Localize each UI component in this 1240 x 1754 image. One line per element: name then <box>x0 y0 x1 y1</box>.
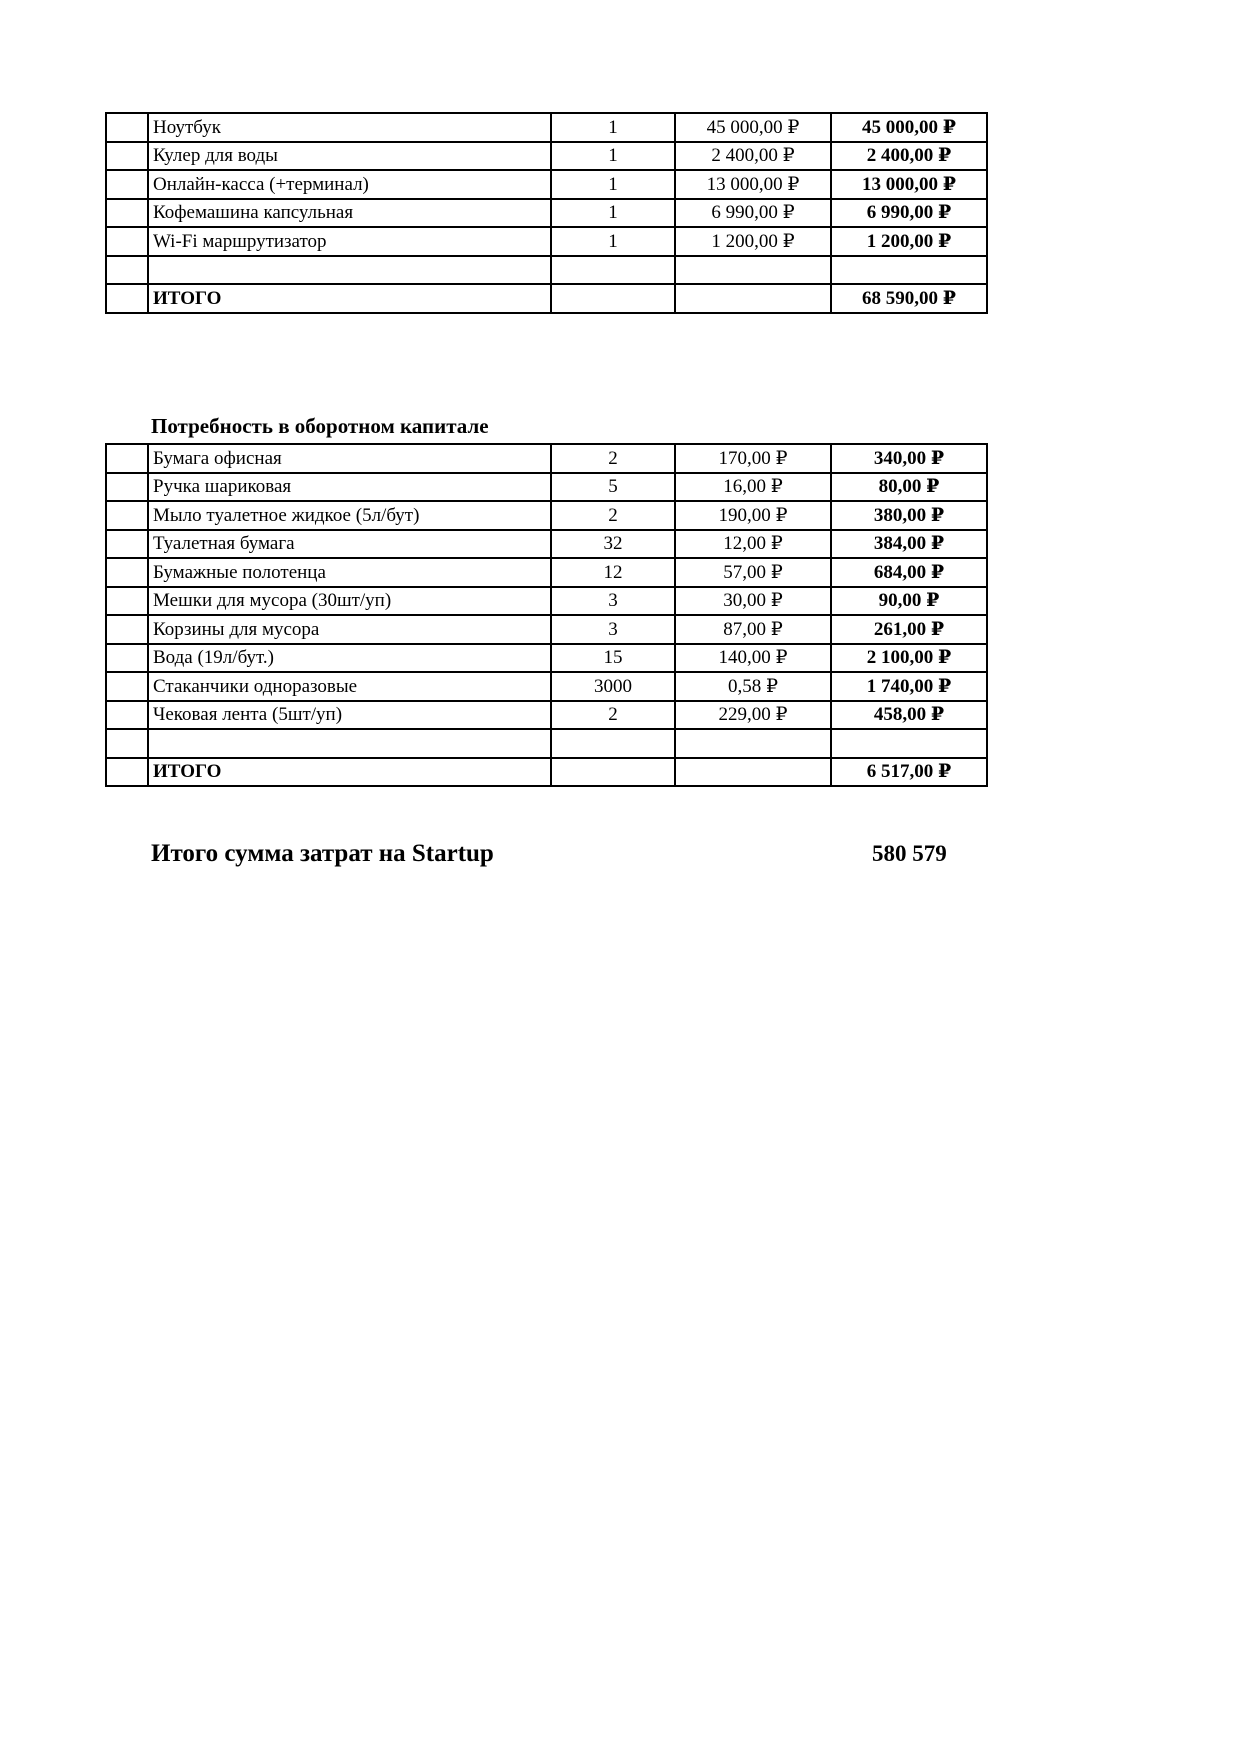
item-qty: 2 <box>551 501 675 530</box>
row-index-cell <box>106 530 148 559</box>
item-total: 80,00 ₽ <box>831 473 987 502</box>
item-name: Чековая лента (5шт/уп) <box>148 701 551 730</box>
table-row <box>106 501 987 530</box>
row-index-cell <box>106 587 148 616</box>
item-price: 13 000,00 ₽ <box>675 170 831 199</box>
item-qty: 2 <box>551 444 675 473</box>
row-index-cell <box>106 142 148 171</box>
item-total: 1 740,00 ₽ <box>831 672 987 701</box>
working-capital-table <box>105 443 988 787</box>
item-name: Корзины для мусора <box>148 615 551 644</box>
item-price: 170,00 ₽ <box>675 444 831 473</box>
total-value: 6 517,00 ₽ <box>831 758 987 787</box>
row-index-cell <box>106 758 148 787</box>
grand-total-label: Итого сумма затрат на Startup <box>151 840 494 867</box>
item-total: 1 200,00 ₽ <box>831 227 987 256</box>
item-price: 16,00 ₽ <box>675 473 831 502</box>
item-name: Wi-Fi маршрутизатор <box>148 227 551 256</box>
item-name: Ручка шариковая <box>148 473 551 502</box>
item-name: Мыло туалетное жидкое (5л/бут) <box>148 501 551 530</box>
total-label: ИТОГО <box>148 284 551 313</box>
row-index-cell <box>106 672 148 701</box>
item-total: 45 000,00 ₽ <box>831 113 987 142</box>
item-qty: 1 <box>551 142 675 171</box>
item-qty: 32 <box>551 530 675 559</box>
item-total: 90,00 ₽ <box>831 587 987 616</box>
item-total: 6 990,00 ₽ <box>831 199 987 228</box>
row-index-cell <box>106 501 148 530</box>
item-qty: 3000 <box>551 672 675 701</box>
item-name: Кулер для воды <box>148 142 551 171</box>
item-price: 140,00 ₽ <box>675 644 831 673</box>
empty-row <box>106 256 987 285</box>
item-name: Стаканчики одноразовые <box>148 672 551 701</box>
item-qty: 2 <box>551 701 675 730</box>
table-row <box>106 672 987 701</box>
total-label: ИТОГО <box>148 758 551 787</box>
row-index-cell <box>106 473 148 502</box>
table-row <box>106 142 987 171</box>
item-qty: 1 <box>551 199 675 228</box>
item-total: 2 100,00 ₽ <box>831 644 987 673</box>
row-index-cell <box>106 113 148 142</box>
item-qty: 12 <box>551 558 675 587</box>
table-row <box>106 227 987 256</box>
row-index-cell <box>106 615 148 644</box>
item-total: 13 000,00 ₽ <box>831 170 987 199</box>
item-qty: 1 <box>551 113 675 142</box>
empty-row <box>106 729 987 758</box>
item-qty: 1 <box>551 170 675 199</box>
item-name: Ноутбук <box>148 113 551 142</box>
item-qty: 5 <box>551 473 675 502</box>
item-name: Туалетная бумага <box>148 530 551 559</box>
item-name: Вода (19л/бут.) <box>148 644 551 673</box>
item-total: 2 400,00 ₽ <box>831 142 987 171</box>
item-total: 684,00 ₽ <box>831 558 987 587</box>
total-value: 68 590,00 ₽ <box>831 284 987 313</box>
item-price: 30,00 ₽ <box>675 587 831 616</box>
item-total: 261,00 ₽ <box>831 615 987 644</box>
table-row <box>106 444 987 473</box>
item-qty: 1 <box>551 227 675 256</box>
item-qty: 3 <box>551 587 675 616</box>
item-qty: 15 <box>551 644 675 673</box>
table-row <box>106 530 987 559</box>
item-price: 6 990,00 ₽ <box>675 199 831 228</box>
table-row <box>106 701 987 730</box>
equipment-table <box>105 112 988 314</box>
table-row <box>106 615 987 644</box>
item-name: Бумага офисная <box>148 444 551 473</box>
row-index-cell <box>106 444 148 473</box>
item-name: Мешки для мусора (30шт/уп) <box>148 587 551 616</box>
table-row <box>106 113 987 142</box>
section-title: Потребность в оборотном капитале <box>151 414 489 438</box>
item-name: Онлайн-касса (+терминал) <box>148 170 551 199</box>
item-total: 458,00 ₽ <box>831 701 987 730</box>
table-row <box>106 473 987 502</box>
item-price: 87,00 ₽ <box>675 615 831 644</box>
item-total: 384,00 ₽ <box>831 530 987 559</box>
row-index-cell <box>106 227 148 256</box>
item-price: 12,00 ₽ <box>675 530 831 559</box>
table-row <box>106 644 987 673</box>
row-index-cell <box>106 284 148 313</box>
item-qty: 3 <box>551 615 675 644</box>
item-price: 229,00 ₽ <box>675 701 831 730</box>
row-index-cell <box>106 170 148 199</box>
row-index-cell <box>106 558 148 587</box>
item-price: 2 400,00 ₽ <box>675 142 831 171</box>
row-index-cell <box>106 199 148 228</box>
item-total: 340,00 ₽ <box>831 444 987 473</box>
table-row <box>106 558 987 587</box>
item-total: 380,00 ₽ <box>831 501 987 530</box>
row-index-cell <box>106 701 148 730</box>
grand-total-value: 580 579 <box>872 841 947 866</box>
item-price: 45 000,00 ₽ <box>675 113 831 142</box>
item-price: 57,00 ₽ <box>675 558 831 587</box>
item-price: 1 200,00 ₽ <box>675 227 831 256</box>
item-name: Бумажные полотенца <box>148 558 551 587</box>
table-row <box>106 587 987 616</box>
row-index-cell <box>106 644 148 673</box>
item-price: 190,00 ₽ <box>675 501 831 530</box>
item-name: Кофемашина капсульная <box>148 199 551 228</box>
table-row <box>106 170 987 199</box>
item-price: 0,58 ₽ <box>675 672 831 701</box>
total-row <box>106 284 987 313</box>
total-row <box>106 758 987 787</box>
table-row <box>106 199 987 228</box>
